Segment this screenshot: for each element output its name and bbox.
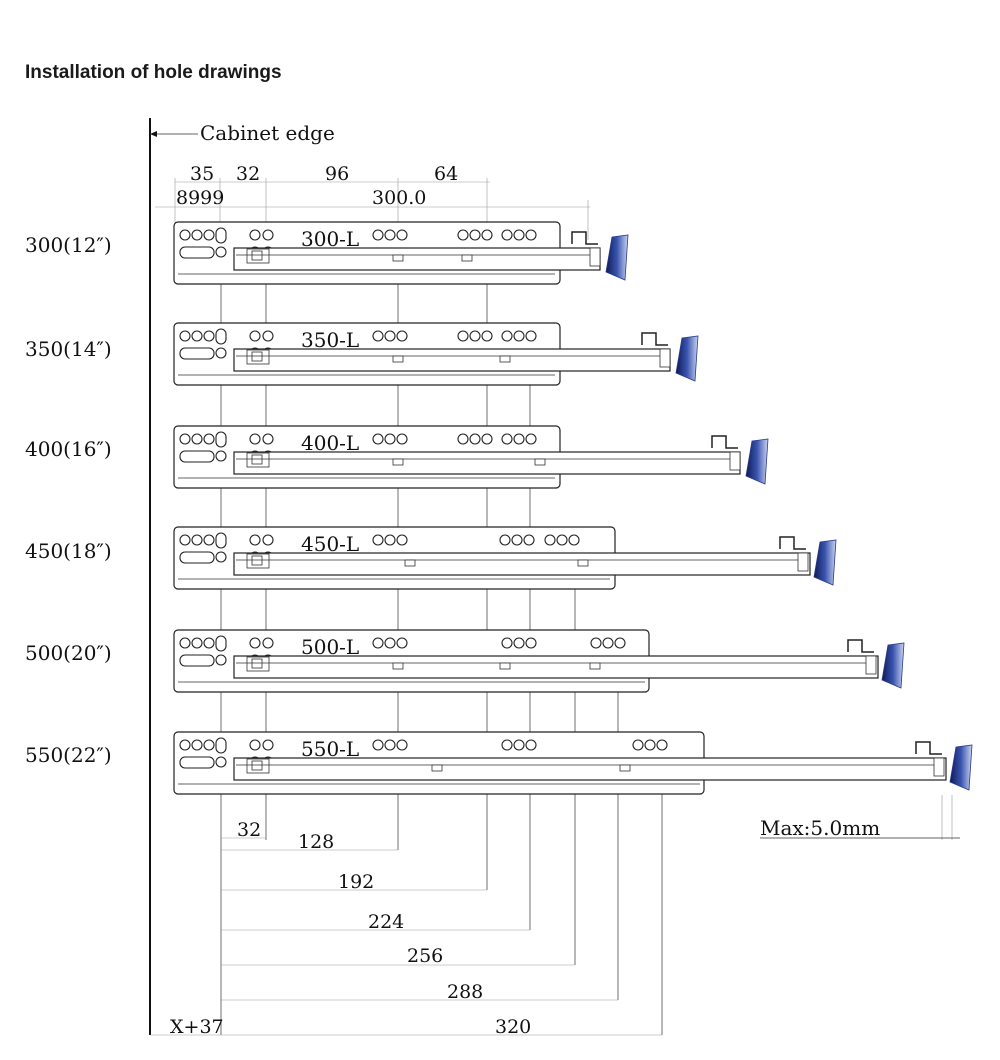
slide-size-label: 450(18″) <box>25 539 112 563</box>
drawer-slide-400 <box>174 426 768 488</box>
slide-model-label: 400-L <box>301 431 360 455</box>
dim-top-32: 32 <box>236 163 261 185</box>
cabinet-edge-arrow <box>150 131 157 137</box>
slide-size-label: 550(22″) <box>25 743 112 767</box>
slide-model-label: 350-L <box>301 328 360 352</box>
slide-model-label: 300-L <box>301 227 360 251</box>
dim-top-overall: 300.0 <box>372 187 427 209</box>
slide-model-label: 450-L <box>301 532 360 556</box>
bottom-dimension-group <box>150 819 662 1038</box>
drawer-slide-500 <box>174 630 904 692</box>
max-gap-dimension <box>760 795 960 840</box>
slide-size-label: 300(12″) <box>25 233 112 257</box>
slide-model-label: 550-L <box>301 737 360 761</box>
dim-bottom-288: 288 <box>447 981 484 1003</box>
dim-top-96: 96 <box>325 163 350 185</box>
dim-bottom-192: 192 <box>338 871 375 893</box>
drawer-slide-350 <box>174 323 698 385</box>
max-gap-label: Max:5.0mm <box>760 816 881 840</box>
dim-bottom-128: 128 <box>298 831 335 853</box>
page-title: Installation of hole drawings <box>25 62 282 83</box>
drawer-slide-550 <box>174 732 972 794</box>
slide-model-label: 500-L <box>301 635 360 659</box>
dim-top-35: 35 <box>190 163 215 185</box>
dim-bottom-offset: X+37 <box>170 1016 224 1038</box>
dim-top-small: 8999 <box>176 187 225 209</box>
dim-bottom-256: 256 <box>407 945 444 967</box>
dim-bottom-320: 320 <box>495 1016 532 1038</box>
dim-top-64: 64 <box>434 163 459 185</box>
slide-size-label: 500(20″) <box>25 641 112 665</box>
dim-bottom-32: 32 <box>237 819 262 841</box>
dim-bottom-224: 224 <box>368 911 405 933</box>
cabinet-edge-label: Cabinet edge <box>200 121 335 145</box>
drawer-slide-450 <box>174 527 836 589</box>
slide-size-label: 400(16″) <box>25 437 112 461</box>
slide-size-label: 350(14″) <box>25 337 112 361</box>
drawer-slide-300 <box>174 222 628 284</box>
